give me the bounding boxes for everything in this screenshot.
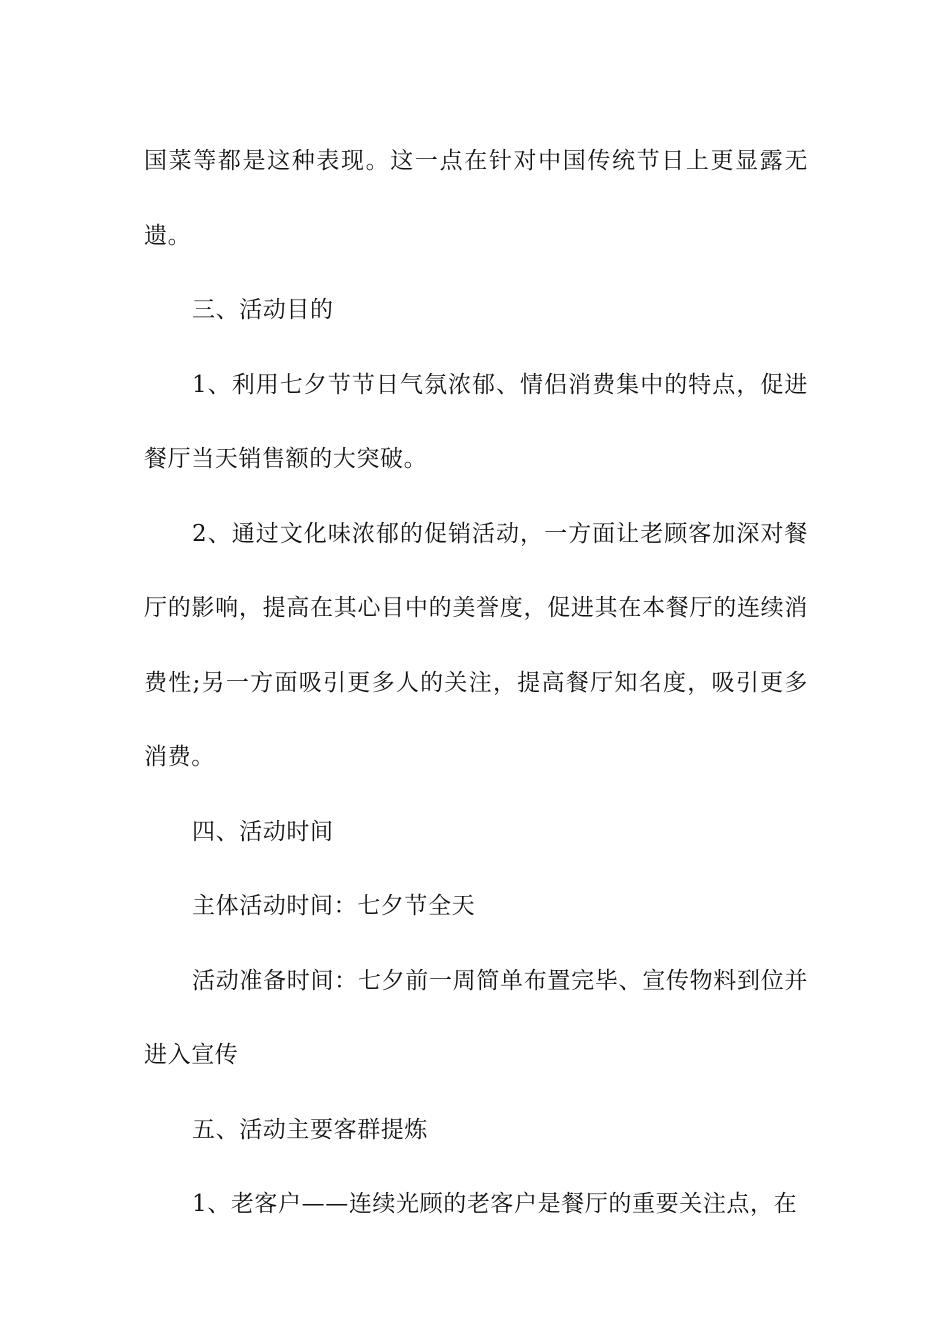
paragraph-purpose-2: 2、通过文化味浓郁的促销活动，一方面让老顾客加深对餐厅的影响，提高在其心目中的美誉度，促进其在本餐厅的连续消费性;另一方面吸引更多人的关注，提高餐厅知名度，吸引更多消费。 <box>144 520 808 770</box>
paragraph-customers-1: 1、老客户——连续光顾的老客户是餐厅的重要关注点，在 <box>192 1191 798 1217</box>
section-heading-purpose: 三、活动目的 <box>192 297 334 323</box>
paragraph-prep-time: 活动准备时间：七夕前一周简单布置完毕、宣传物料到位并进入宣传 <box>144 967 808 1068</box>
paragraph-main-time: 主体活动时间：七夕节全天 <box>192 893 476 919</box>
paragraph-continuation: 国菜等都是这种表现。这一点在针对中国传统节日上更显露无遗。 <box>144 148 808 249</box>
section-heading-customers: 五、活动主要客群提炼 <box>192 1116 428 1143</box>
section-heading-time: 四、活动时间 <box>192 818 334 845</box>
document-body <box>144 124 808 1242</box>
paragraph-purpose-1: 1、利用七夕节节日气氛浓郁、情侣消费集中的特点，促进餐厅当天销售额的大突破。 <box>144 371 808 472</box>
